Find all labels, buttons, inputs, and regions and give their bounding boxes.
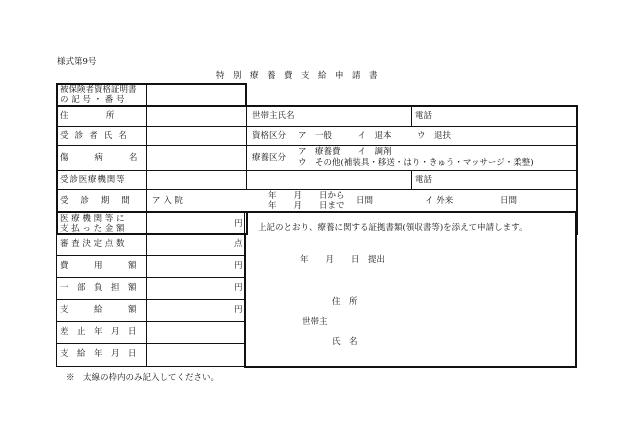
phone2-input[interactable] bbox=[440, 172, 572, 188]
outpatient-option[interactable]: イ 外来 bbox=[425, 196, 454, 206]
office-use-box bbox=[56, 233, 246, 367]
householder-name-label: 世帯主氏名 bbox=[252, 111, 295, 121]
insurance-cert-label: 被保険者資格証明書 bbox=[60, 85, 137, 95]
statement-box bbox=[244, 211, 577, 368]
visit-period-label: 受 診 期 間 bbox=[60, 196, 132, 206]
illness-label: 傷 病 名 bbox=[60, 153, 141, 163]
paid-amount-label-2: 支 払 っ た 金 額 bbox=[60, 224, 125, 234]
copay-label: 一 部 負 担 額 bbox=[60, 283, 137, 293]
footnote: ※ 太線の枠内のみ記入してください。 bbox=[66, 373, 220, 383]
treatment-label: 療養区分 bbox=[252, 153, 287, 163]
address-label: 住 所 bbox=[60, 111, 118, 121]
form-title: 特 別 療 養 費 支 給 申 請 書 bbox=[216, 71, 378, 81]
treatment-options-1[interactable]: ア 療養費 イ 調剤 bbox=[298, 147, 392, 157]
medical-institution-input[interactable] bbox=[148, 172, 408, 188]
assess-points-label: 審 査 決 定 点 数 bbox=[60, 239, 125, 249]
medical-institution-label: 受診医療機関等 bbox=[60, 175, 126, 185]
payment-label: 支 給 額 bbox=[60, 305, 137, 315]
inpatient-option[interactable]: ア 入 院 bbox=[152, 196, 183, 206]
patient-name-input[interactable] bbox=[148, 128, 244, 144]
notice-date-label: 差 止 年 月 日 bbox=[60, 327, 137, 337]
statement-text: 上記のとおり、療養に関する証拠書類(領収書等)を添えて申請します。 bbox=[258, 223, 528, 233]
outpatient-days[interactable]: 日間 bbox=[500, 196, 518, 206]
householder-label: 世帯主 bbox=[302, 317, 328, 327]
cost-label: 費 用 額 bbox=[60, 261, 137, 271]
period-from[interactable]: 年 月 日から bbox=[268, 191, 345, 201]
treatment-options-2[interactable]: ウ その他(補装具・移送・はり・きゅう・マッサージ・柔整) bbox=[298, 158, 534, 168]
address-input[interactable] bbox=[148, 107, 244, 125]
inpatient-days[interactable]: 日間 bbox=[356, 196, 374, 206]
paid-amount-input[interactable] bbox=[148, 214, 232, 231]
assess-points-unit: 点 bbox=[234, 239, 243, 249]
applicant-name-label: 氏 名 bbox=[332, 337, 358, 347]
pay-date-label: 支 給 年 月 日 bbox=[60, 349, 137, 359]
insurance-cert-input[interactable] bbox=[148, 85, 242, 104]
phone-label: 電話 bbox=[415, 111, 433, 121]
applicant-address-label: 住 所 bbox=[332, 297, 358, 307]
period-to[interactable]: 年 月 日まで bbox=[268, 201, 345, 211]
payment-yen: 円 bbox=[234, 305, 243, 315]
phone2-label: 電話 bbox=[415, 175, 433, 185]
phone-input[interactable] bbox=[440, 107, 572, 125]
qualification-label: 資格区分 bbox=[252, 131, 287, 141]
copay-yen: 円 bbox=[234, 283, 243, 293]
qualification-options[interactable]: ア 一般 イ 退本 ウ 退扶 bbox=[298, 131, 452, 141]
householder-name-input[interactable] bbox=[300, 107, 408, 125]
cost-yen: 円 bbox=[234, 261, 243, 271]
paid-amount-label: 医 療 機 関 等 に bbox=[60, 214, 125, 224]
illness-input[interactable] bbox=[148, 147, 244, 169]
form-number: 様式第9号 bbox=[57, 57, 97, 67]
insurance-cert-label-2: の 記 号 ・ 番 号 bbox=[60, 95, 125, 105]
patient-name-label: 受 診 者 氏 名 bbox=[60, 131, 129, 141]
submission-date[interactable]: 年 月 日 提出 bbox=[300, 255, 386, 265]
paid-amount-yen: 円 bbox=[234, 219, 243, 229]
